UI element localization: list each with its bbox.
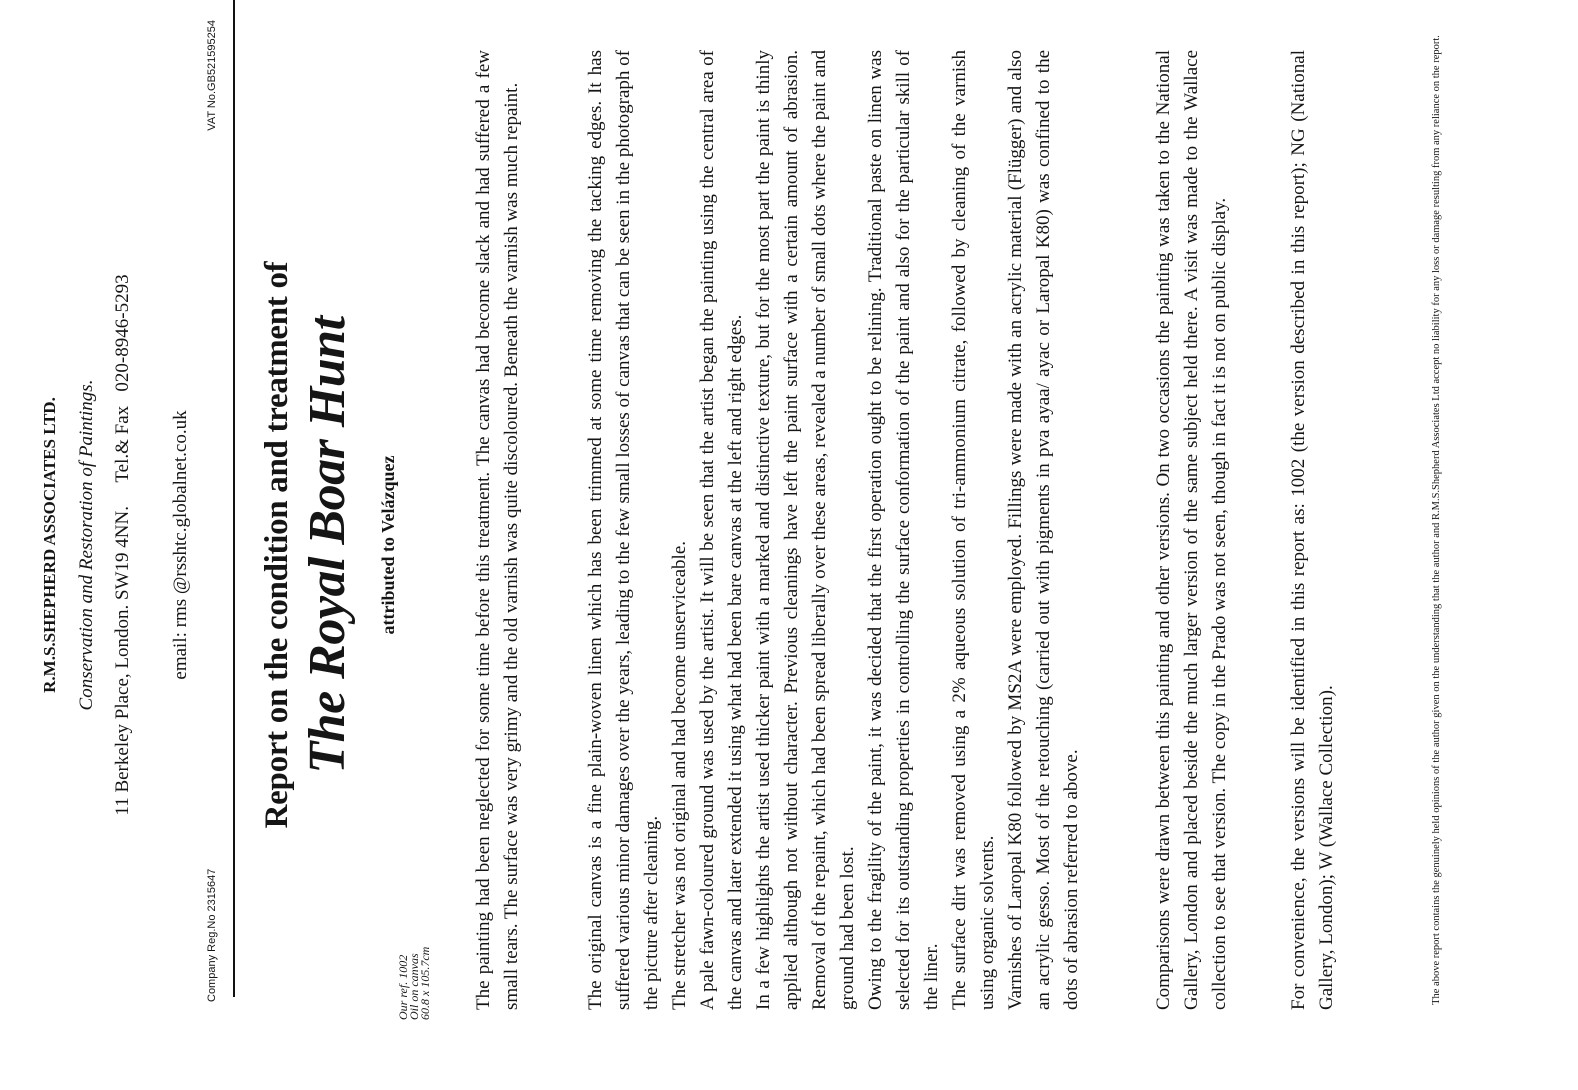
reference-block bbox=[398, 947, 431, 1020]
company-reg-number: Company Reg.No 2315647 bbox=[206, 868, 218, 1002]
address-line bbox=[112, 0, 134, 1090]
treatment-text: The surface dirt was removed using a 2% aqueous solution of tri-ammonium citrate, followed by cleaning of the varnish using organic solvents. bbox=[949, 50, 998, 1010]
disclaimer: The above report contains the genuinely held opinions of the author given on the understanding that the author and R.M.S.Shepherd Associates Ltd accept no liability for any loss or damage resulting from any reliance on the report. bbox=[1431, 35, 1442, 1005]
company-tagline: Conservation and Restoration of Paintings. bbox=[76, 379, 97, 711]
paragraph-text: Comparisons were drawn between this painting and other versions. On two occasions the painting was taken to the National Gallery, London and placed beside the much larger version of the same subject held there. A visit was made to the Wallace collection to see that version. The copy in the Prado was not seen, though in fact it is not on public display. bbox=[1153, 50, 1230, 1010]
paragraph-comparisons bbox=[1150, 50, 1234, 1010]
email-address: email: rms @rsshtc.globalnet.co.uk bbox=[170, 410, 191, 680]
treatment-text: In a few highlights the artist used thicker paint with a marked and distinctive texture, but for the most part the paint is thinly applied although not without character. Previous cleanings have left the paint surface with a certain amount of abrasion. Removal of the repaint, which had been spread liberally over these areas, revealed a number of small dots where the paint and ground had been lost. bbox=[753, 50, 858, 1010]
phone-number: 020-8946-5293 bbox=[112, 274, 133, 392]
company-name: R.M.S.SHEPHERD ASSOCIATES LTD. bbox=[40, 397, 59, 693]
treatment-text: Varnishes of Laropal K80 followed by MS2A were employed. Fillings were made with an acrylic material (Flügger) and also an acrylic gesso. Most of the retouching (carried out with pigments in pva ayaa/ ayac or Laropal K80) was confined to the dots of abrasion referred to above. bbox=[1005, 50, 1082, 1010]
paragraph-text: For convenience, the versions will be identified in this report as: 1002 (the version described in this report); NG (National Gallery, London); W (Wallace Collection). bbox=[1288, 50, 1337, 1010]
dimensions: 60.8 x 105.7cm bbox=[418, 946, 432, 1020]
paragraph-treatment bbox=[582, 50, 1086, 1010]
address: 11 Berkeley Place, London. SW19 4NN. bbox=[112, 506, 133, 816]
paragraph-condition bbox=[470, 50, 526, 1010]
painting-title: The Royal Boar Hunt bbox=[299, 316, 356, 774]
attribution: attributed to Velázquez bbox=[378, 455, 398, 635]
report-heading: Report on the condition and treatment of bbox=[259, 261, 295, 829]
vat-number: VAT No.GB521595254 bbox=[206, 20, 218, 131]
paragraph-version-ids bbox=[1285, 50, 1341, 1010]
treatment-text: A pale fawn-coloured ground was used by the artist. It will be seen that the artist began the painting using the central area of the canvas and later extended it using what had been bare canvas at the left and right edges. bbox=[697, 50, 746, 1010]
reference-number: Our ref. 1002 bbox=[396, 954, 410, 1020]
phone-label: Tel.& Fax bbox=[112, 405, 133, 483]
treatment-text: The stretcher was not original and had become unserviceable. bbox=[669, 540, 690, 1010]
treatment-text: Owing to the fragility of the paint, it was decided that the first operation ought to be relining. Traditional paste on linen was selected for its outstanding properties in controlling the surface conformation of the paint and also for the particular skill of the liner. bbox=[865, 50, 942, 1010]
medium: Oil on canvas bbox=[407, 953, 421, 1020]
treatment-text: The original canvas is a fine plain-woven linen which has been trimmed at some time removing the tacking edges. It has suffered various minor damages over the years, leading to the few small losses of canvas that can be seen in the photograph of the picture after cleaning. bbox=[585, 50, 662, 1010]
header-divider bbox=[233, 0, 235, 997]
paragraph-text: The painting had been neglected for some time before this treatment. The canvas had become slack and had suffered a few small tears. The surface was very grimy and the old varnish was quite discoloured. Beneath the varnish was much repaint. bbox=[473, 50, 522, 1010]
